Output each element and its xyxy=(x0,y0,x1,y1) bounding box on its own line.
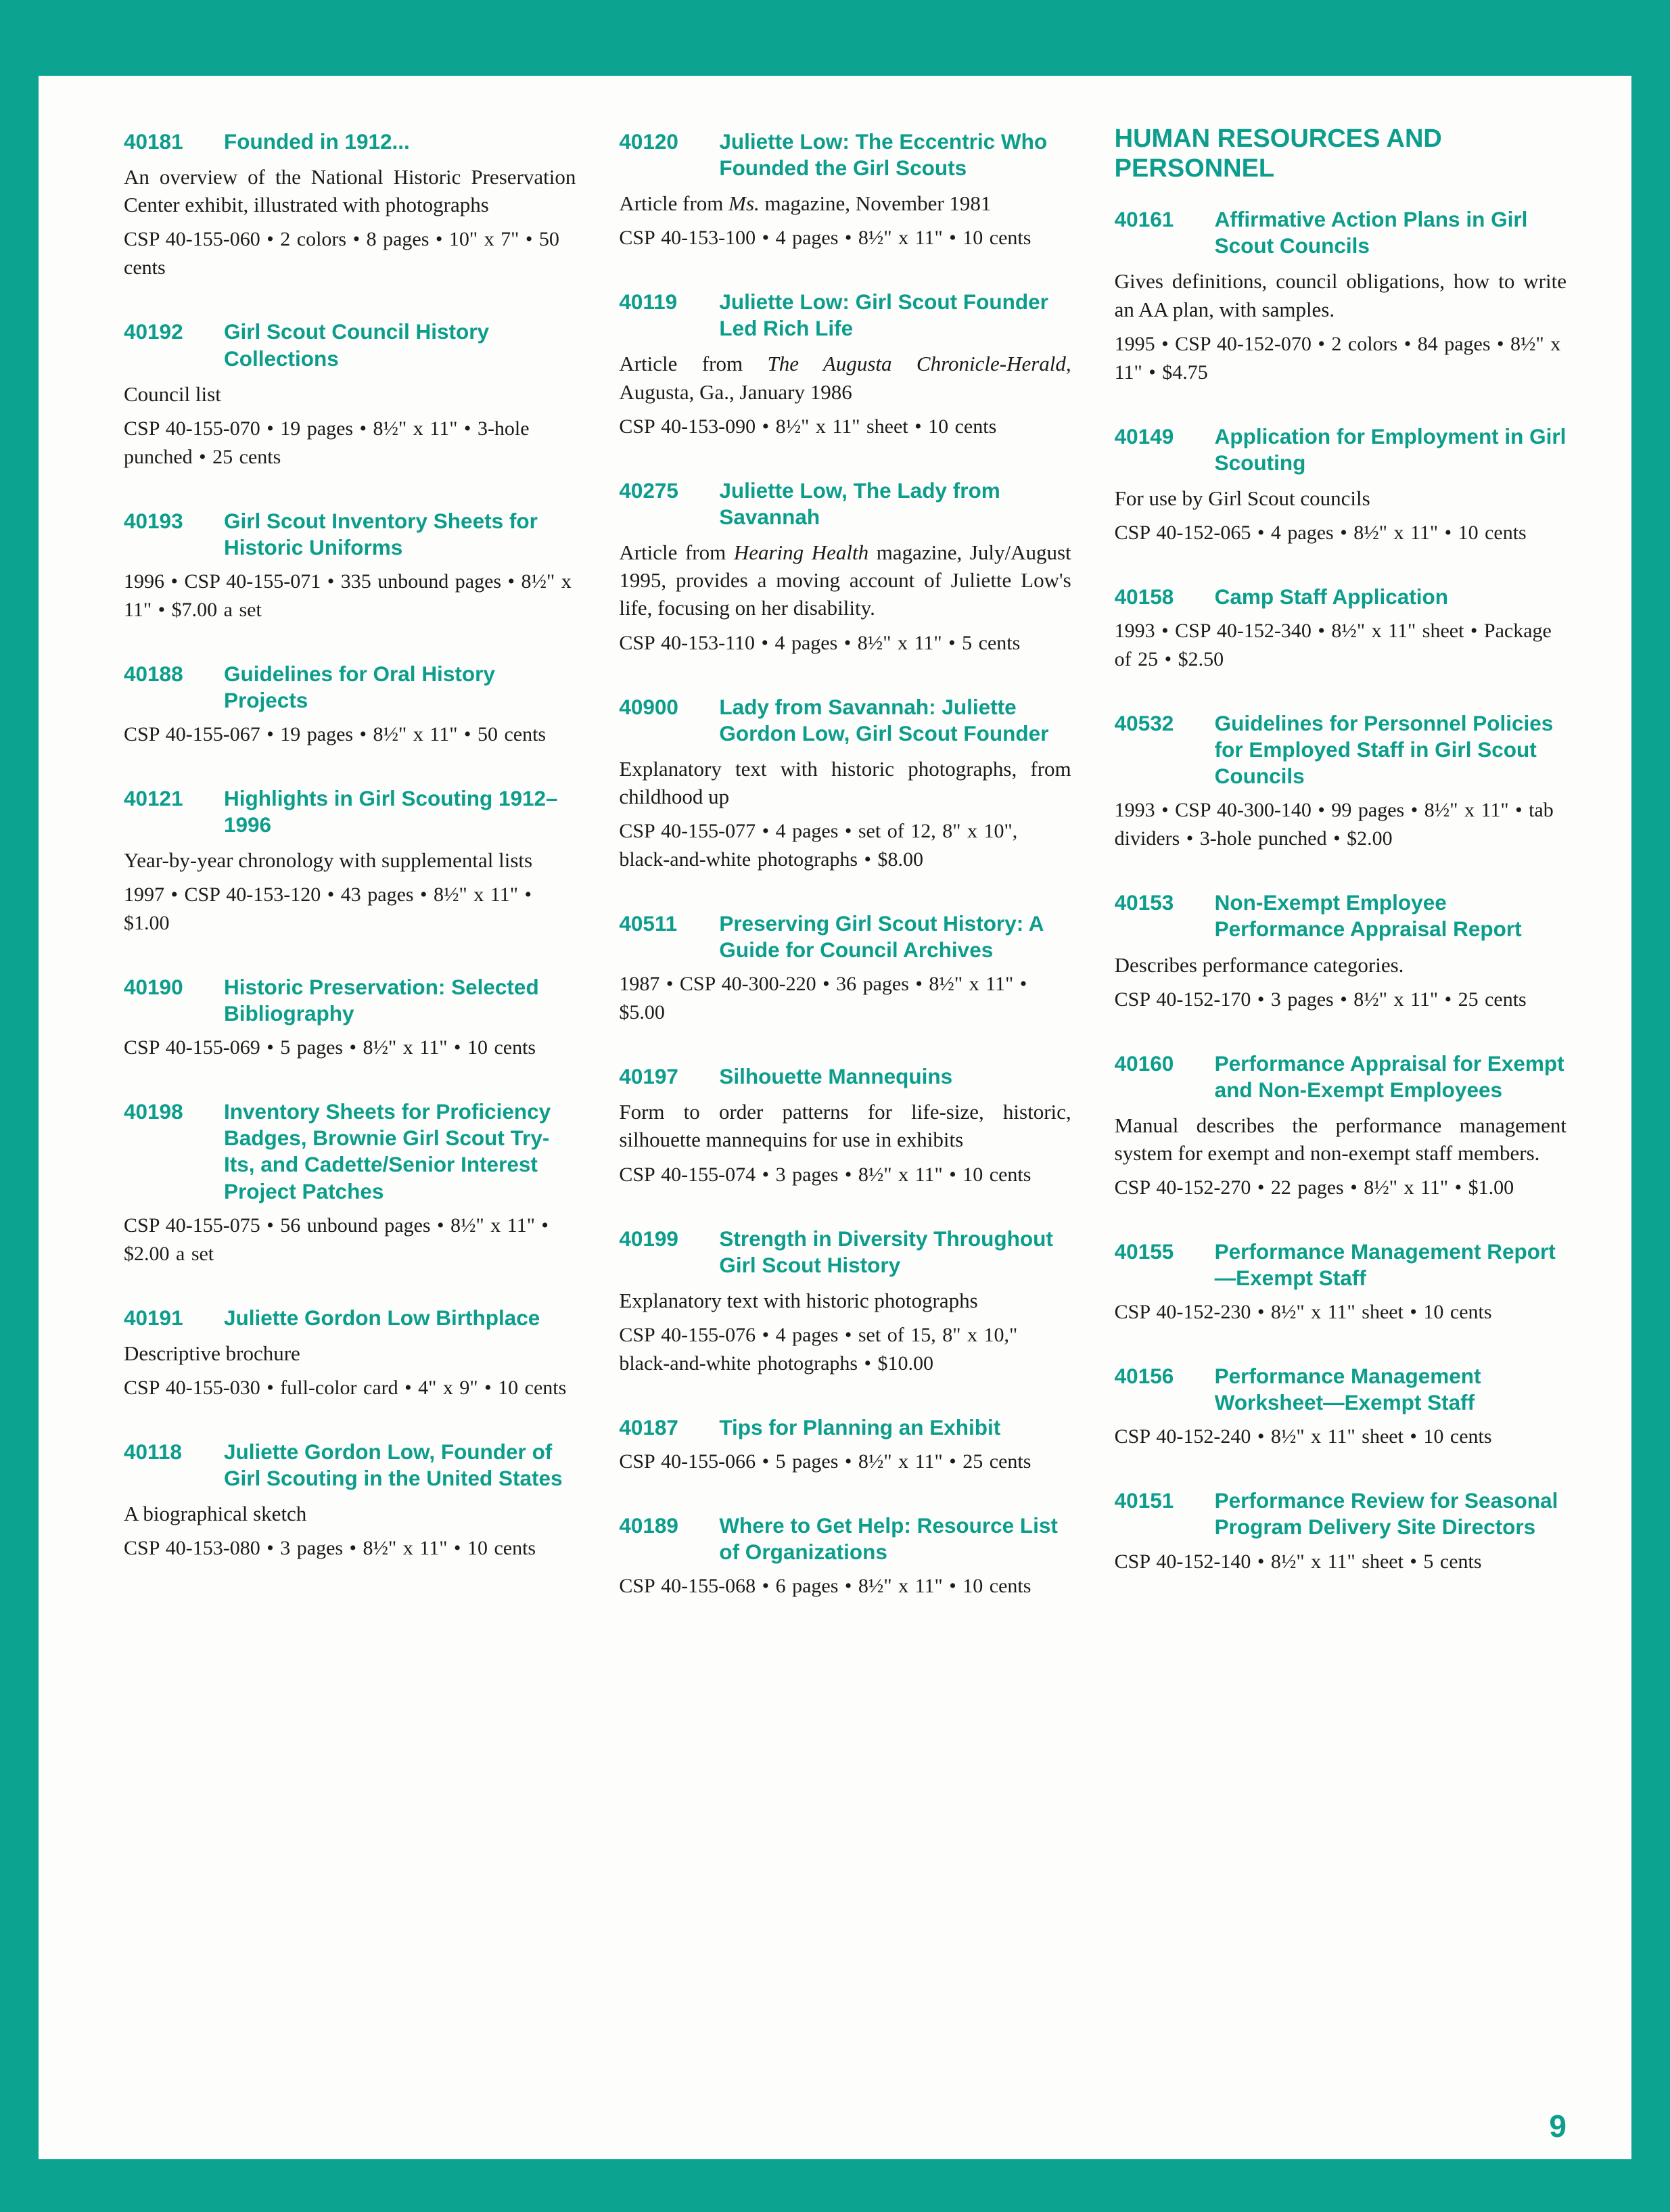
item-description xyxy=(1115,267,1567,323)
catalog-item xyxy=(619,694,1071,875)
item-code: 40161 xyxy=(1114,207,1174,232)
item-heading xyxy=(619,129,1071,181)
item-code: 40193 xyxy=(124,508,183,533)
item-details: CSP 40-153-100 • 4 pages • 8½" x 11" • 10 cents xyxy=(619,227,1031,250)
description-segment: Manual describes the performance management system for exempt and non-exempt staff members. xyxy=(1114,1113,1567,1166)
item-code: 40118 xyxy=(124,1439,182,1464)
item-heading xyxy=(124,1099,576,1204)
item-details: 1997 • CSP 40-153-120 • 43 pages • 8½" x 11" • $1.00 xyxy=(124,883,532,935)
description-segment: Gives definitions, council obligations, how to write an AA plan, with samples. xyxy=(1114,269,1567,321)
item-title: Application for Employment in Girl Scouting xyxy=(1214,423,1567,475)
item-code: 40187 xyxy=(619,1415,678,1440)
item-title: Juliette Low, The Lady from Savannah xyxy=(719,478,1000,529)
item-heading xyxy=(1115,206,1567,259)
item-code: 40120 xyxy=(619,129,678,154)
item-code: 40151 xyxy=(1114,1488,1174,1513)
item-title: Performance Review for Seasonal Program Delivery Site Directors xyxy=(1214,1488,1558,1540)
section-header: HUMAN RESOURCES AND PERSONNEL xyxy=(1114,124,1442,183)
description-segment: Article from xyxy=(619,540,734,564)
column-right xyxy=(1114,124,1567,2078)
page-sheet xyxy=(39,76,1631,2159)
catalog-item xyxy=(1115,584,1567,674)
item-heading xyxy=(1115,1051,1567,1103)
catalog-item xyxy=(124,974,576,1062)
item-heading xyxy=(1115,1239,1567,1291)
item-title: Historic Preservation: Selected Bibliography xyxy=(224,975,539,1026)
item-heading xyxy=(124,1439,576,1492)
description-segment: magazine, July/August 1995, provides a moving account of Juliette Low's life, focusing on her disability. xyxy=(619,540,1071,620)
page-number: 9 xyxy=(1549,2109,1567,2144)
item-details: CSP 40-155-067 • 19 pages • 8½" x 11" • 50 cents xyxy=(124,722,547,745)
description-segment: Describes performance categories. xyxy=(1114,952,1404,977)
description-segment: Council list xyxy=(124,382,221,406)
item-heading xyxy=(1115,1363,1567,1416)
item-heading xyxy=(124,508,576,561)
item-code: 40181 xyxy=(124,129,183,154)
catalog-item xyxy=(124,1439,576,1563)
description-segment: Explanatory text with historic photographs xyxy=(619,1288,978,1312)
item-code: 40199 xyxy=(619,1226,678,1251)
catalog-item xyxy=(124,661,576,749)
column-center xyxy=(619,129,1071,2078)
item-details: CSP 40-155-060 • 2 colors • 8 pages • 10" x 7" • 50 cents xyxy=(124,228,559,279)
item-title: Inventory Sheets for Proficiency Badges, Brownie Girl Scout Try-Its, and Cadette/Senior Interest Project Patches xyxy=(224,1099,551,1203)
item-description xyxy=(124,1500,576,1527)
item-heading xyxy=(1115,423,1567,476)
description-segment: An overview of the National Historic Preservation Center exhibit, illustrated with photographs xyxy=(124,165,576,217)
item-details: 1993 • CSP 40-152-340 • 8½" x 11" sheet • Package of 25 • $2.50 xyxy=(1114,620,1552,671)
catalog-item xyxy=(124,129,576,282)
item-code: 40190 xyxy=(124,975,183,1000)
item-code: 40160 xyxy=(1114,1051,1174,1076)
catalog-item xyxy=(1115,1363,1567,1451)
item-heading xyxy=(619,1513,1071,1565)
item-heading xyxy=(619,911,1071,963)
item-title: Camp Staff Application xyxy=(1214,584,1449,609)
item-description xyxy=(619,1098,1071,1153)
item-title: Non-Exempt Employee Performance Appraisal Report xyxy=(1214,890,1522,942)
catalog-item xyxy=(619,289,1071,441)
description-segment: Article from xyxy=(619,191,729,216)
description-italic-segment: Ms. xyxy=(728,191,760,216)
item-code: 40900 xyxy=(619,694,678,719)
item-details: 1987 • CSP 40-300-220 • 36 pages • 8½" x 11" • $5.00 xyxy=(619,973,1027,1024)
description-segment: Descriptive brochure xyxy=(124,1341,300,1365)
item-title: Silhouette Mannequins xyxy=(719,1064,953,1089)
item-title: Strength in Diversity Throughout Girl Scout History xyxy=(719,1226,1053,1277)
item-title: Juliette Low: The Eccentric Who Founded the Girl Scouts xyxy=(719,129,1048,181)
item-title: Juliette Gordon Low, Founder of Girl Scouting in the United States xyxy=(224,1439,563,1490)
item-title: Affirmative Action Plans in Girl Scout Councils xyxy=(1214,207,1528,258)
catalog-item xyxy=(619,911,1071,1027)
item-details: CSP 40-155-074 • 3 pages • 8½" x 11" • 10 cents xyxy=(619,1163,1031,1186)
item-description xyxy=(619,538,1071,622)
item-details: CSP 40-155-076 • 4 pages • set of 15, 8" x 10," black-and-white photographs • $10.00 xyxy=(619,1324,1018,1375)
item-title: Highlights in Girl Scouting 1912–1996 xyxy=(224,785,558,837)
catalog-item xyxy=(619,1414,1071,1476)
item-code: 40532 xyxy=(1114,711,1174,736)
item-title: Performance Management Worksheet—Exempt Staff xyxy=(1214,1364,1481,1415)
item-description xyxy=(1115,484,1567,512)
item-code: 40192 xyxy=(124,319,183,344)
item-heading xyxy=(619,1226,1071,1278)
item-title: Performance Appraisal for Exempt and Non-Exempt Employees xyxy=(1214,1051,1564,1102)
item-title: Founded in 1912... xyxy=(224,129,410,154)
item-details: CSP 40-152-140 • 8½" x 11" sheet • 5 cents xyxy=(1114,1550,1482,1573)
item-code: 40275 xyxy=(619,478,678,503)
item-description xyxy=(124,163,576,218)
item-details: 1996 • CSP 40-155-071 • 335 unbound pages • 8½" x 11" • $7.00 a set xyxy=(124,570,572,621)
item-code: 40155 xyxy=(1114,1239,1174,1264)
item-code: 40156 xyxy=(1114,1364,1174,1389)
item-heading xyxy=(1115,890,1567,942)
item-details: CSP 40-155-030 • full-color card • 4" x 9" • 10 cents xyxy=(124,1376,567,1399)
item-heading xyxy=(619,1414,1071,1441)
catalog-item xyxy=(619,1513,1071,1600)
item-details: CSP 40-152-170 • 3 pages • 8½" x 11" • 25 cents xyxy=(1114,988,1527,1011)
item-code: 40511 xyxy=(619,911,678,936)
item-details: CSP 40-155-075 • 56 unbound pages • 8½" x 11" • $2.00 a set xyxy=(124,1214,549,1265)
item-details: CSP 40-152-240 • 8½" x 11" sheet • 10 cents xyxy=(1114,1425,1492,1448)
item-title: Girl Scout Inventory Sheets for Historic Uniforms xyxy=(224,508,538,559)
item-description xyxy=(124,846,576,874)
item-heading xyxy=(124,661,576,714)
item-code: 40188 xyxy=(124,661,183,686)
item-heading xyxy=(124,785,576,838)
item-code: 40149 xyxy=(1114,423,1174,448)
item-title: Juliette Low: Girl Scout Founder Led Rich Life xyxy=(719,290,1048,341)
catalog-item xyxy=(1115,710,1567,853)
catalog-item xyxy=(124,319,576,471)
description-segment: magazine, November 1981 xyxy=(759,191,992,216)
item-heading xyxy=(124,1305,576,1331)
item-details: CSP 40-153-110 • 4 pages • 8½" x 11" • 5 cents xyxy=(619,631,1021,654)
description-segment: Article from xyxy=(619,352,768,376)
item-code: 40119 xyxy=(619,290,678,315)
item-description xyxy=(1115,1111,1567,1167)
description-italic-segment: The Augusta Chronicle-Herald, xyxy=(767,352,1071,376)
catalog-item xyxy=(619,1063,1071,1189)
item-code: 40189 xyxy=(619,1513,678,1538)
item-heading xyxy=(619,1063,1071,1090)
catalog-item xyxy=(1115,206,1567,387)
item-heading xyxy=(619,694,1071,747)
item-title: Lady from Savannah: Juliette Gordon Low, Girl Scout Founder xyxy=(719,694,1049,745)
item-code: 40191 xyxy=(124,1305,183,1330)
item-code: 40153 xyxy=(1114,890,1174,915)
item-details: CSP 40-153-090 • 8½" x 11" sheet • 10 cents xyxy=(619,415,997,438)
item-code: 40198 xyxy=(124,1099,183,1124)
description-segment: Form to order patterns for life-size, historic, silhouette mannequins for use in exhibits xyxy=(619,1100,1071,1152)
item-details: CSP 40-155-068 • 6 pages • 8½" x 11" • 10 cents xyxy=(619,1575,1031,1598)
item-details: 1993 • CSP 40-300-140 • 99 pages • 8½" x 11" • tab dividers • 3-hole punched • $2.00 xyxy=(1114,799,1554,850)
item-code: 40197 xyxy=(619,1064,678,1089)
item-details: CSP 40-152-065 • 4 pages • 8½" x 11" • 10 cents xyxy=(1114,522,1527,545)
description-segment: A biographical sketch xyxy=(124,1501,307,1525)
item-details: 1995 • CSP 40-152-070 • 2 colors • 84 pages • 8½" x 11" • $4.75 xyxy=(1114,332,1561,384)
catalog-item xyxy=(1115,1488,1567,1575)
catalog-item xyxy=(619,1226,1071,1378)
catalog-item xyxy=(124,785,576,938)
item-description xyxy=(619,350,1071,405)
catalog-item xyxy=(124,508,576,624)
item-title: Guidelines for Personnel Policies for Employed Staff in Girl Scout Councils xyxy=(1214,711,1554,789)
item-description xyxy=(619,1287,1071,1314)
item-details: CSP 40-152-230 • 8½" x 11" sheet • 10 cents xyxy=(1114,1301,1492,1324)
catalog-item xyxy=(1115,1051,1567,1203)
item-title: Preserving Girl Scout History: A Guide for Council Archives xyxy=(719,911,1044,963)
description-segment: For use by Girl Scout councils xyxy=(1114,486,1370,510)
item-description xyxy=(124,1339,576,1367)
catalog-item xyxy=(124,1305,576,1402)
item-title: Girl Scout Council History Collections xyxy=(224,319,490,371)
item-heading xyxy=(124,974,576,1027)
item-description xyxy=(124,380,576,408)
item-description xyxy=(619,755,1071,810)
item-details: CSP 40-153-080 • 3 pages • 8½" x 11" • 10 cents xyxy=(124,1537,536,1560)
item-code: 40121 xyxy=(124,785,183,810)
item-details: CSP 40-155-069 • 5 pages • 8½" x 11" • 10 cents xyxy=(124,1036,536,1059)
item-heading xyxy=(124,319,576,371)
catalog-item xyxy=(1115,1239,1567,1327)
item-heading xyxy=(619,478,1071,530)
catalog-item xyxy=(124,1099,576,1268)
catalog-item xyxy=(619,478,1071,658)
item-heading xyxy=(619,289,1071,342)
description-segment: Augusta, Ga., January 1986 xyxy=(619,379,852,404)
item-code: 40158 xyxy=(1114,584,1174,609)
item-title: Guidelines for Oral History Projects xyxy=(224,661,495,712)
item-description xyxy=(1115,951,1567,979)
item-details: CSP 40-152-270 • 22 pages • 8½" x 11" • $1.00 xyxy=(1114,1176,1514,1199)
item-title: Where to Get Help: Resource List of Organizations xyxy=(719,1513,1058,1565)
description-segment: Year-by-year chronology with supplemental lists xyxy=(124,848,533,873)
item-heading xyxy=(1115,1488,1567,1540)
item-description xyxy=(619,189,1071,217)
item-details: CSP 40-155-070 • 19 pages • 8½" x 11" • 3-hole punched • 25 cents xyxy=(124,417,530,468)
item-details: CSP 40-155-077 • 4 pages • set of 12, 8" x 10", black-and-white photographs • $8.00 xyxy=(619,820,1018,871)
item-details: CSP 40-155-066 • 5 pages • 8½" x 11" • 25 cents xyxy=(619,1450,1031,1473)
item-heading xyxy=(1115,710,1567,789)
item-title: Performance Management Report—Exempt Staff xyxy=(1214,1239,1556,1291)
item-title: Tips for Planning an Exhibit xyxy=(719,1415,1001,1440)
description-segment: Explanatory text with historic photographs, from childhood up xyxy=(619,756,1071,808)
catalog-item xyxy=(619,129,1071,252)
catalog-item xyxy=(1115,423,1567,547)
columns-container xyxy=(124,124,1567,2078)
description-italic-segment: Hearing Health xyxy=(733,540,869,564)
catalog-item xyxy=(1115,890,1567,1013)
item-title: Juliette Gordon Low Birthplace xyxy=(224,1305,540,1330)
item-heading xyxy=(1115,584,1567,610)
item-heading xyxy=(124,129,576,155)
column-left xyxy=(124,129,576,2078)
